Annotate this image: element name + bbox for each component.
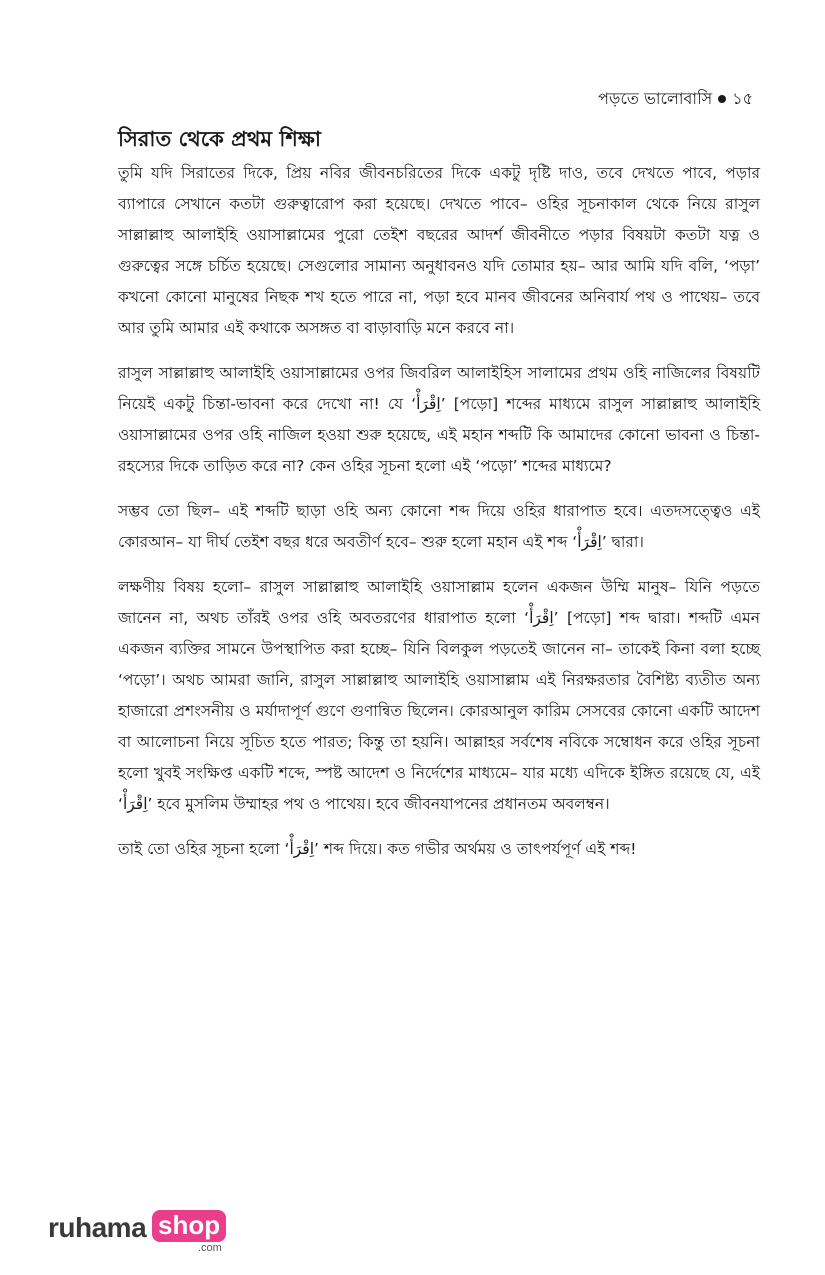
logo-domain-text: .com xyxy=(198,1242,222,1254)
page-content xyxy=(118,124,760,879)
running-head-title: পড়তে ভালোবাসি xyxy=(598,89,713,108)
paragraph-3: সম্ভব তো ছিল– এই শব্দটি ছাড়া ওহি অন্য কোনো শব্দ দিয়ে ওহির ধারাপাত হবে। এতদসত্ত্বেও এই কোরআন– যা দীর্ঘ তেইশ বছর ধরে অবতীর্ণ হবে– শুরু হলো মহান এই শব্দ ‘اِقْرَأْ’ দ্বারা। xyxy=(118,502,760,551)
paragraph-2: রাসুল সাল্লাল্লাহু আলাইহি ওয়াসাল্লামের ওপর জিবরিল আলাইহিস সালামের প্রথম ওহি নাজিলের বিষয়টি নিয়েই একটু চিন্তা-ভাবনা করে দেখো না! যে ‘اِقْرَأْ’ [পড়ো] শব্দের মাধ্যমে রাসুল সাল্লাল্লাহু আলাইহি ওয়াসাল্লামের ওপর ওহি নাজিল হওয়া শুরু হয়েছে, এই মহান শব্দটি কি আমাদের কোনো ভাবনা ও চিন্তা-রহস্যের দিকে তাড়িত করে না? কেন ওহির সূচনা হলো এই ‘পড়ো’ শব্দের মাধ্যমে? xyxy=(118,364,760,475)
logo-shop-badge: shop xyxy=(152,1210,226,1242)
paragraph-5: তাই তো ওহির সূচনা হলো ‘اِقْرَأْ’ শব্দ দিয়ে। কত গভীর অর্থময় ও তাৎপর্যপূর্ণ এই শব্দ! xyxy=(118,840,637,858)
running-head xyxy=(598,88,753,110)
section-heading: সিরাত থেকে প্রথম শিক্ষা xyxy=(118,127,321,151)
paragraph-1: তুমি যদি সিরাতের দিকে, প্রিয় নবির জীবনচরিতের দিকে একটু দৃষ্টি দাও, তবে দেখতে পাবে, পড়ার ব্যাপারে সেখানে কতটা গুরুত্বারোপ করা হয়েছে। দেখতে পাবে– ওহির সূচনাকাল থেকে নিয়ে রাসুল সাল্লাল্লাহু আলাইহি ওয়াসাল্লামের পুরো তেইশ বছরের আদর্শ জীবনীতে পড়ার বিষয়টা কতটা যত্ন ও গুরুত্বের সঙ্গে চর্চিত হয়েছে। সেগুলোর সামান্য অনুধাবনও যদি তোমার হয়– আর আমি যদি বলি, ‘পড়া’ কখনো কোনো মানুষের নিছক শখ হতে পারে না, পড়া হবে মানব জীবনের অনিবার্য পথ ও পাথেয়– তবে আর তুমি আমার এই কথাকে অসঙ্গত বা বাড়াবাড়ি মনে করবে না। xyxy=(118,164,760,337)
bullet-dot-icon xyxy=(718,95,726,103)
page-number: ১৫ xyxy=(732,89,753,108)
paragraph-4: লক্ষণীয় বিষয় হলো– রাসুল সাল্লাল্লাহু আলাইহি ওয়াসাল্লাম হলেন একজন উম্মি মানুষ– যিনি পড়তে জানেন না, অথচ তাঁরই ওপর ওহি অবতরণের ধারাপাত হলো ‘اِقْرَأْ’ [পড়ো] শব্দ দ্বারা। শব্দটি এমন একজন ব্যক্তির সামনে উপস্থাপিত করা হচ্ছে– যিনি বিলকুল পড়তেই জানেন না– তাকেই কিনা বলা হচ্ছে ‘পড়ো’। অথচ আমরা জানি, রাসুল সাল্লাল্লাহু আলাইহি ওয়াসাল্লাম এই নিরক্ষরতার বৈশিষ্ট্য ব্যতীত অন্য হাজারো প্রশংসনীয় ও মর্যাদাপূর্ণ গুণে গুণান্বিত ছিলেন। কোরআনুল কারিম সেসবের কোনো একটি আদেশ বা আলোচনা নিয়ে সূচিত হতে পারত; কিন্তু তা হয়নি। আল্লাহর সর্বশেষ নবিকে সম্বোধন করে ওহির সূচনা হলো খুবই সংক্ষিপ্ত একটি শব্দে, স্পষ্ট আদেশ ও নির্দেশের মাধ্যমে– যার মধ্যে এদিকে ইঙ্গিত রয়েছে যে, এই ‘اِقْرَأْ’ হবে মুসলিম উম্মাহর পথ ও পাথেয়। হবে জীবনযাপনের প্রধানতম অবলম্বন। xyxy=(118,578,760,813)
ruhamashop-logo xyxy=(48,1206,248,1254)
logo-ruhama-text: ruhama xyxy=(48,1212,147,1243)
